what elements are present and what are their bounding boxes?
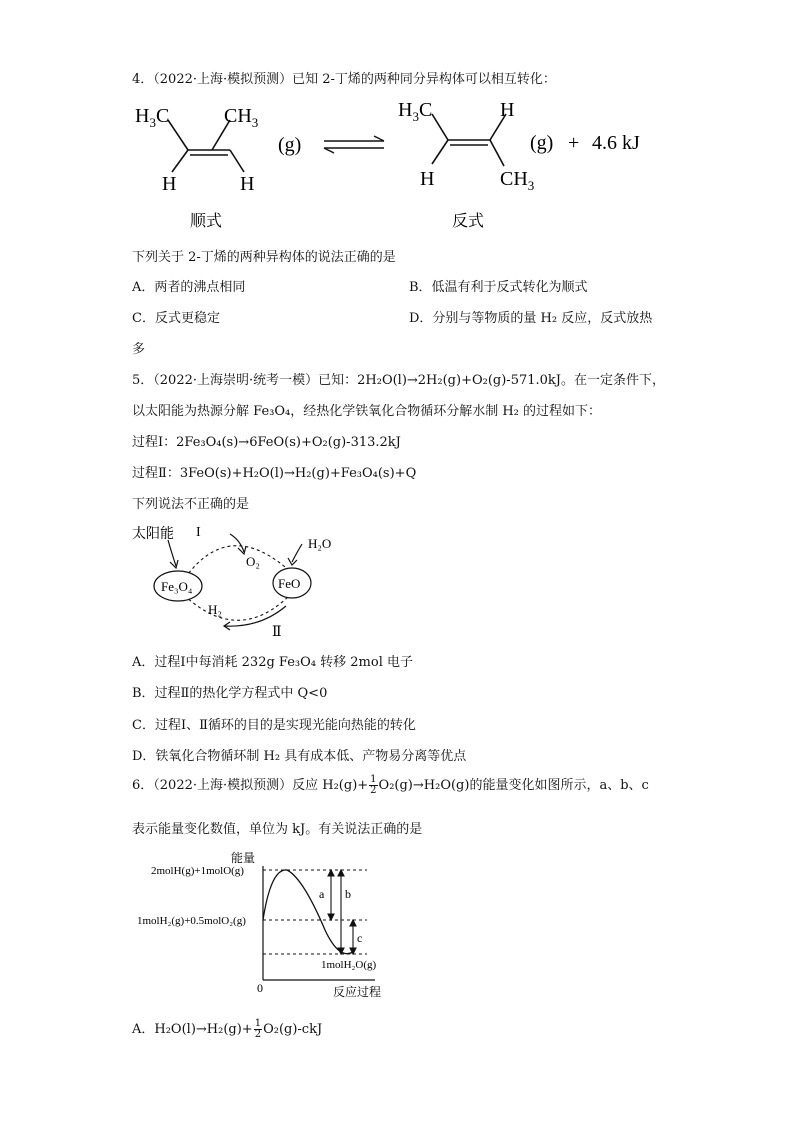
svg-text:CH3: $CH_3$ [224, 105, 259, 130]
svg-text:b: b [345, 887, 351, 901]
svg-text:Ⅱ: Ⅱ [272, 625, 282, 640]
svg-text:H: H [420, 168, 435, 190]
q4-question: 下列关于 2-丁烯的两种异构体的说法正确的是 [132, 250, 396, 265]
q4-stem: 4．（2022·上海·模拟预测）已知 2-丁烯的两种同分异构体可以相互转化： [132, 72, 556, 87]
q5-stem-line2: 以太阳能为热源分解 Fe₃O₄，经热化学铁氧化合物循环分解水制 H₂ 的过程如下： [132, 404, 602, 419]
level-mid-label: 1molH₂(g)+0.5molO₂(g) [137, 915, 246, 927]
q5-option-a[interactable]: A．过程Ⅰ中每消耗 232g Fe₃O₄ 转移 2mol 电子 [132, 655, 413, 670]
q5-question: 下列说法不正确的是 [132, 497, 250, 512]
trans-state: (g) [530, 132, 554, 154]
svg-text:0: 0 [257, 981, 263, 995]
q4-option-c[interactable]: C．反式更稳定 [132, 311, 220, 326]
svg-text:+: + [568, 132, 580, 154]
q5-option-b[interactable]: B．过程Ⅱ的热化学方程式中 Q<0 [132, 686, 328, 701]
svg-text:H₂: H₂ [208, 602, 222, 617]
q5-stem-line1: 5．（2022·上海崇明·统考一模）已知：2H₂O(l)→2H₂(g)+O₂(g)-571.0kJ。在一定条件下， [132, 373, 666, 388]
q4-option-d[interactable]: D．分别与等物质的量 H₂ 反应，反式放热 [409, 311, 653, 326]
q6-option-a[interactable]: A．H₂O(l)→H₂(g)+ $\frac{1}{2}$ O₂(g)-ckJ [132, 1018, 323, 1040]
q4-option-a[interactable]: A．两者的沸点相同 [132, 280, 246, 295]
y-axis-label: 能量 [231, 851, 256, 865]
q6-stem-line1: 6．（2022·上海·模拟预测）反应 H₂(g)+ $\frac{1}{2}$ O₂(g)→H₂O(g)的能量变化如图所示，a、b、c [132, 774, 649, 796]
svg-text:H3C: $H_3C$ [135, 105, 170, 130]
x-axis-label: 反应过程 [333, 985, 382, 999]
svg-text:H3C: $H_3C$ [398, 99, 433, 124]
svg-text:太阳能: 太阳能 [132, 526, 174, 542]
level-bottom-label: 1molH₂O(g) [321, 959, 377, 971]
svg-text:CH3: $CH_3$ [500, 168, 535, 193]
q6-stem-line2: 表示能量变化数值，单位为 kJ。有关说法正确的是 [132, 822, 423, 837]
fe3o4-node: Fe₃O₄ [161, 579, 193, 594]
q5-option-d[interactable]: D．铁氧化合物循环制 H₂ 具有成本低、产物易分离等优点 [132, 749, 467, 764]
q5-option-c[interactable]: C．过程Ⅰ、Ⅱ循环的目的是实现光能向热能的转化 [132, 718, 416, 733]
trans-2-butene-structure [432, 114, 506, 166]
q4-option-b[interactable]: B．低温有利于反式转化为顺式 [409, 280, 588, 295]
svg-text:O₂: O₂ [246, 554, 260, 569]
svg-text:c: c [357, 931, 363, 945]
iron-oxide-cycle-diagram [130, 518, 350, 643]
svg-text:H: H [500, 99, 515, 121]
svg-text:H: H [162, 173, 177, 195]
cis-state: (g) [278, 134, 302, 156]
svg-text:a: a [319, 887, 325, 901]
svg-text:H₂O: H₂O [308, 536, 332, 551]
energy-diagram [135, 848, 405, 1003]
trans-label: 反式 [452, 211, 485, 230]
cis-label: 顺式 [190, 211, 223, 230]
cis-2-butene-structure [168, 120, 244, 172]
butene-isomers-diagram [130, 92, 670, 237]
heat-value: 4.6 kJ [592, 132, 640, 154]
feo-node: FeO [278, 576, 301, 591]
svg-text:H: H [240, 173, 255, 195]
q4-option-d-continued: 多 [132, 342, 146, 357]
equilibrium-arrow-icon [324, 136, 384, 153]
q5-process-1: 过程Ⅰ：2Fe₃O₄(s)→6FeO(s)+O₂(g)-313.2kJ [132, 435, 401, 450]
q5-process-2: 过程Ⅱ：3FeO(s)+H₂O(l)→H₂(g)+Fe₃O₄(s)+Q [132, 466, 417, 481]
level-top-label: 2molH(g)+1molO(g) [151, 865, 244, 877]
svg-text:I: I [196, 525, 201, 540]
